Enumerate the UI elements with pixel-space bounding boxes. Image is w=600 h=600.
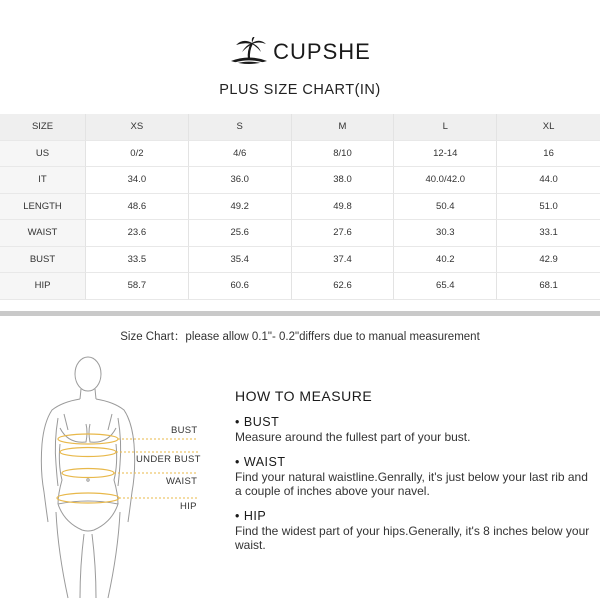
header-cell: M: [292, 114, 395, 141]
how-to-measure-title: HOW TO MEASURE: [235, 388, 373, 404]
table-cell: 51.0: [497, 194, 600, 221]
table-row: [0, 247, 600, 274]
measure-heading: HIP: [243, 509, 267, 523]
measure-description: Find the widest part of your hips.Generally, it's 8 inches below your waist.: [235, 524, 590, 552]
table-cell: 0/2: [86, 141, 189, 168]
header-cell: L: [394, 114, 497, 141]
figure-label-hip: HIP: [180, 501, 197, 512]
table-cell: 33.1: [497, 220, 600, 247]
table-row: [0, 194, 600, 221]
bullet: •: [235, 415, 240, 429]
row-label-cell: BUST: [0, 247, 86, 274]
measure-item-waist: [235, 455, 595, 498]
row-label-cell: LENGTH: [0, 194, 86, 221]
brand-name: CUPSHE: [273, 39, 371, 64]
header-cell: XS: [86, 114, 189, 141]
table-row: [0, 220, 600, 247]
divider: [0, 311, 600, 316]
table-cell: 40.0/42.0: [394, 167, 497, 194]
table-cell: 27.6: [292, 220, 395, 247]
table-cell: 62.6: [292, 273, 395, 300]
table-row: [0, 273, 600, 300]
table-cell: 25.6: [189, 220, 292, 247]
row-label-cell: HIP: [0, 273, 86, 300]
row-label-cell: WAIST: [0, 220, 86, 247]
table-cell: 68.1: [497, 273, 600, 300]
table-cell: 37.4: [292, 247, 395, 274]
measure-description: Find your natural waistline.Genrally, it's just below your last rib and a couple of inches above your navel.: [235, 470, 588, 498]
header-cell: XL: [497, 114, 600, 141]
table-cell: 65.4: [394, 273, 497, 300]
table-cell: 50.4: [394, 194, 497, 221]
bullet: •: [235, 509, 240, 523]
header-cell: SIZE: [0, 114, 86, 141]
body-measurement-figure: [0, 352, 230, 600]
row-label-cell: US: [0, 141, 86, 168]
table-cell: 4/6: [189, 141, 292, 168]
how-to-measure-section: [235, 388, 595, 563]
table-cell: 48.6: [86, 194, 189, 221]
measure-item-bust: [235, 415, 595, 444]
measure-description: Measure around the fullest part of your bust.: [235, 430, 471, 444]
figure-label-under-bust: UNDER BUST: [136, 454, 201, 465]
measure-item-hip: [235, 509, 595, 552]
table-cell: 30.3: [394, 220, 497, 247]
table-cell: 34.0: [86, 167, 189, 194]
row-label-cell: IT: [0, 167, 86, 194]
measure-heading: WAIST: [243, 455, 286, 469]
size-chart-table: [0, 114, 600, 300]
table-cell: 33.5: [86, 247, 189, 274]
table-cell: 42.9: [497, 247, 600, 274]
table-cell: 60.6: [189, 273, 292, 300]
measure-heading: BUST: [243, 415, 280, 429]
table-cell: 49.2: [189, 194, 292, 221]
chart-title: PLUS SIZE CHART(IN): [219, 82, 381, 98]
table-row: [0, 167, 600, 194]
palm-tree-logo-icon: [229, 37, 269, 67]
table-cell: 16: [497, 141, 600, 168]
table-cell: 36.0: [189, 167, 292, 194]
table-cell: 35.4: [189, 247, 292, 274]
table-row: [0, 141, 600, 168]
figure-label-waist: WAIST: [166, 476, 198, 487]
table-cell: 49.8: [292, 194, 395, 221]
bullet: •: [235, 455, 240, 469]
measurement-note: Size Chart：please allow 0.1"- 0.2"differs due to manual measurement: [120, 331, 480, 343]
header-cell: S: [189, 114, 292, 141]
figure-label-bust: BUST: [171, 425, 198, 436]
table-cell: 40.2: [394, 247, 497, 274]
table-cell: 23.6: [86, 220, 189, 247]
table-cell: 58.7: [86, 273, 189, 300]
brand-header: [0, 34, 600, 70]
table-header-row: [0, 114, 600, 141]
table-cell: 38.0: [292, 167, 395, 194]
table-cell: 12-14: [394, 141, 497, 168]
table-cell: 8/10: [292, 141, 395, 168]
table-cell: 44.0: [497, 167, 600, 194]
